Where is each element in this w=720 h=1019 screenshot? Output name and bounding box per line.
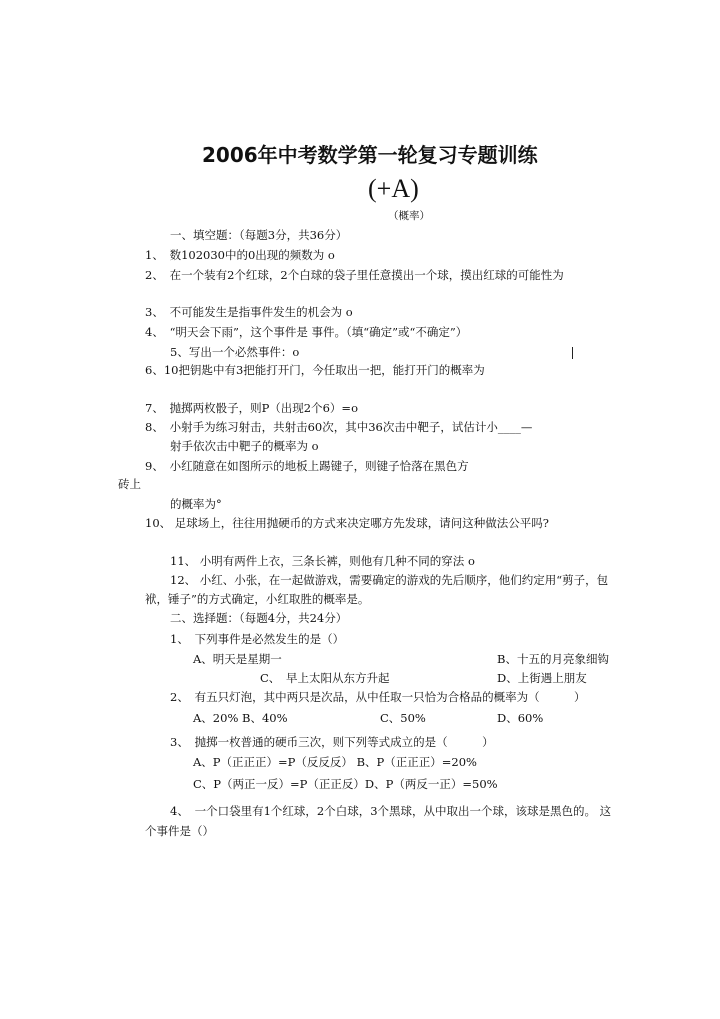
choice-1-option-c: C、 早上太阳从东方升起 [260, 671, 390, 685]
fill-question-1: 1、 数102030中的0出现的频数为 o [145, 248, 335, 262]
choice-1-option-d: D、上街遇上朋友 [497, 671, 587, 685]
fill-question-6: 6、10把钥匙中有3把能打开门，今任取出一把，能打开门的概率为 [145, 363, 485, 377]
choice-question-4-continued: 个事件是（） [145, 824, 214, 838]
fill-question-7: 7、 抛掷两枚骰子，则P（出现2个6）=o [145, 401, 358, 415]
choice-1-option-b: B、十五的月亮象细钩 [497, 652, 609, 666]
section-fill-blank-heading: 一、填空题：（每题3分，共36分） [170, 228, 348, 242]
document-title: 2006年中考数学第一轮复习专题训练 [202, 143, 538, 167]
choice-1-option-a: A、明天是星期一 [193, 652, 282, 666]
fill-question-8: 8、 小射手为练习射击，共射击60次，其中36次击中靶子，试估计小____— [145, 420, 533, 434]
choice-2-option-ab: A、20% B、40% [193, 711, 288, 725]
fill-question-8-continued: 射手依次击中靶子的概率为 o [170, 439, 319, 453]
document-subtitle: (+A) [368, 174, 419, 203]
choice-3-option-ab: A、P（正正正）=P（反反反） B、P（正正正）=20% [193, 755, 477, 769]
choice-3-option-cd: C、P（两正一反）=P（正正反）D、P（两反一正）=50% [193, 777, 498, 791]
fill-question-2: 2、 在一个装有2个红球，2个白球的袋子里任意摸出一个球，摸出红球的可能性为 [145, 268, 564, 282]
text-cursor-mark [572, 347, 573, 359]
document-topic: （概率） [388, 210, 430, 222]
fill-question-12: 12、 小红、小张，在一起做游戏，需要确定的游戏的先后顺序，他们约定用“剪子，包 [170, 573, 609, 587]
choice-2-option-d: D、60% [497, 711, 544, 725]
choice-question-4: 4、 一个口袋里有1个红球，2个白球，3个黑球，从中取出一个球，该球是黑色的。 这 [170, 804, 612, 818]
choice-2-option-c: C、50% [380, 711, 426, 725]
fill-question-11: 11、 小明有两件上衣，三条长裤，则他有几种不同的穿法 o [170, 554, 475, 568]
fill-question-9: 9、 小红随意在如图所示的地板上踢键子，则键子恰落在黑色方 [145, 459, 469, 473]
fill-question-12-continued: 袱，锤子”的方式确定，小红取胜的概率是。 [145, 592, 370, 606]
choice-question-3: 3、 抛掷一枚普通的硬币三次，则下列等式成立的是（ ） [170, 735, 494, 749]
fill-question-4: 4、 “明天会下雨”，这个事件是 事件。（填“确定”或“不确定”） [145, 325, 468, 339]
fill-question-9-continued: 砖上 [118, 477, 141, 491]
fill-question-9-end: 的概率为° [170, 497, 222, 511]
choice-question-2: 2、 有五只灯泡，其中两只是次品，从中任取一只恰为合格品的概率为（ ） [170, 690, 586, 704]
choice-question-1: 1、 下列事件是必然发生的是（） [170, 632, 345, 646]
fill-question-5: 5、写出一个必然事件：o [170, 345, 300, 359]
fill-question-3: 3、 不可能发生是指事件发生的机会为 o [145, 305, 353, 319]
section-choice-heading: 二、选择题：（每题4分，共24分） [170, 611, 348, 625]
fill-question-10: 10、 足球场上，往往用抛硬币的方式来决定哪方先发球，请问这种做法公平吗? [145, 516, 549, 530]
